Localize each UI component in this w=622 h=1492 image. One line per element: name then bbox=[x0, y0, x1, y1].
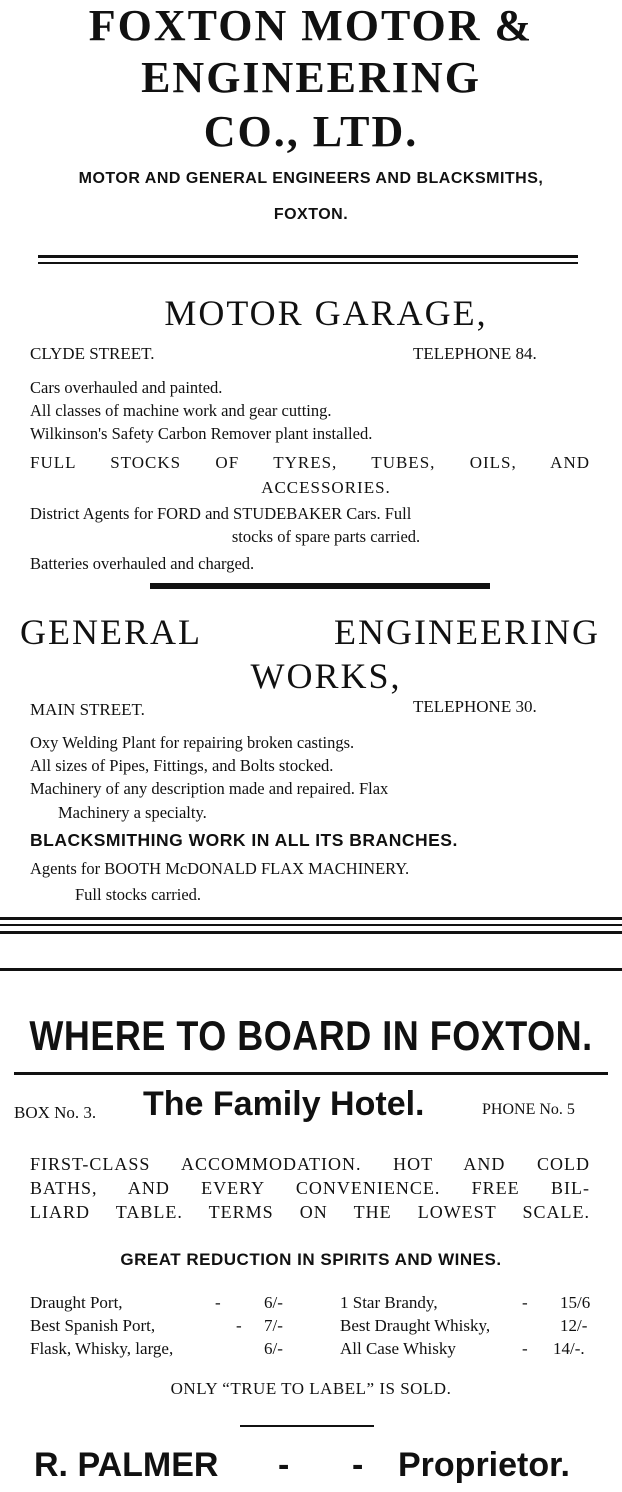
garage-batteries: Batteries overhauled and charged. bbox=[30, 554, 255, 573]
garage-agents-line1: District Agents for FORD and STUDEBAKER Cars. Full bbox=[30, 504, 412, 523]
engineering-line: All sizes of Pipes, Fittings, and Bolts stocked. bbox=[30, 756, 334, 775]
hotel-label-note: ONLY “TRUE TO LABEL” IS SOLD. bbox=[170, 1379, 452, 1398]
garage-address: CLYDE STREET. bbox=[30, 344, 155, 363]
divider bbox=[14, 1072, 608, 1075]
garage-stocks-line1: FULL STOCKS OF TYRES, TUBES, OILS, AND bbox=[30, 453, 590, 472]
price-value: 6/- bbox=[264, 1339, 283, 1358]
price-value: 12/- bbox=[560, 1316, 588, 1335]
price-value: 6/- bbox=[264, 1293, 283, 1312]
garage-telephone: TELEPHONE 84. bbox=[413, 344, 537, 363]
divider bbox=[38, 262, 578, 264]
price-item: All Case Whisky bbox=[340, 1339, 456, 1358]
price-value: 14/-. bbox=[553, 1339, 585, 1358]
divider bbox=[0, 968, 622, 971]
company-name-line2: ENGINEERING bbox=[141, 53, 481, 102]
price-item: Flask, Whisky, large, bbox=[30, 1339, 174, 1358]
company-tagline: MOTOR AND GENERAL ENGINEERS AND BLACKSMITHS, bbox=[78, 170, 544, 187]
hotel-terms-line: BATHS, AND EVERY CONVENIENCE. FREE BIL- bbox=[30, 1178, 590, 1198]
hotel-board-title: WHERE TO BOARD IN FOXTON. bbox=[29, 1011, 593, 1059]
price-value: 7/- bbox=[264, 1316, 283, 1335]
divider bbox=[0, 924, 622, 926]
hotel-terms-line: LIARD TABLE. TERMS ON THE LOWEST SCALE. bbox=[30, 1202, 590, 1222]
engineering-line: Oxy Welding Plant for repairing broken castings. bbox=[30, 733, 355, 752]
engineering-agents: Agents for BOOTH McDONALD FLAX MACHINERY. bbox=[30, 859, 410, 878]
price-dash: - bbox=[215, 1293, 221, 1312]
divider bbox=[0, 917, 622, 920]
engineering-title-line2: WORKS, bbox=[250, 656, 402, 696]
divider bbox=[0, 931, 622, 934]
proprietor-name: R. PALMER bbox=[34, 1446, 219, 1484]
engineering-line: Machinery of any description made and repaired. Flax bbox=[30, 779, 389, 798]
hotel-box-number: BOX No. 3. bbox=[14, 1103, 97, 1122]
engineering-telephone: TELEPHONE 30. bbox=[413, 697, 537, 716]
price-value: 15/6 bbox=[560, 1293, 591, 1312]
hotel-terms-line: FIRST-CLASS ACCOMMODATION. HOT AND COLD bbox=[30, 1154, 590, 1174]
company-name-line1: FOXTON MOTOR & bbox=[88, 1, 534, 50]
garage-line: Cars overhauled and painted. bbox=[30, 378, 223, 397]
hotel-name: The Family Hotel. bbox=[143, 1085, 425, 1123]
price-dash: - bbox=[236, 1316, 242, 1335]
engineering-flax-cont: Machinery a specialty. bbox=[58, 803, 207, 822]
garage-agents-line2: stocks of spare parts carried. bbox=[231, 527, 421, 546]
engineering-address: MAIN STREET. bbox=[30, 700, 145, 719]
engineering-title-line1: GENERAL ENGINEERING bbox=[20, 612, 600, 652]
proprietor-title: Proprietor. bbox=[398, 1446, 570, 1484]
garage-line: Wilkinson's Safety Carbon Remover plant installed. bbox=[30, 424, 373, 443]
divider bbox=[150, 583, 490, 589]
price-dash: - bbox=[522, 1339, 528, 1358]
hotel-reduction: GREAT REDUCTION IN SPIRITS AND WINES. bbox=[120, 1250, 502, 1269]
engineering-full-stocks: Full stocks carried. bbox=[75, 885, 202, 904]
company-town: FOXTON. bbox=[273, 206, 349, 223]
garage-title: MOTOR GARAGE, bbox=[164, 293, 488, 333]
price-item: Best Draught Whisky, bbox=[340, 1316, 491, 1335]
engineering-blacksmithing: BLACKSMITHING WORK IN ALL ITS BRANCHES. bbox=[30, 830, 458, 850]
garage-stocks-line2: ACCESSORIES. bbox=[261, 478, 391, 497]
footer-dash: - bbox=[352, 1446, 364, 1484]
divider bbox=[38, 255, 578, 258]
price-item: Best Spanish Port, bbox=[30, 1316, 156, 1335]
garage-line: All classes of machine work and gear cutting. bbox=[30, 401, 332, 420]
price-item: Draught Port, bbox=[30, 1293, 123, 1312]
divider bbox=[240, 1425, 374, 1427]
price-item: 1 Star Brandy, bbox=[340, 1293, 438, 1312]
price-dash: - bbox=[522, 1293, 528, 1312]
company-name-line3: CO., LTD. bbox=[203, 107, 419, 156]
footer-dash: - bbox=[278, 1446, 290, 1484]
hotel-phone: PHONE No. 5 bbox=[482, 1101, 575, 1118]
